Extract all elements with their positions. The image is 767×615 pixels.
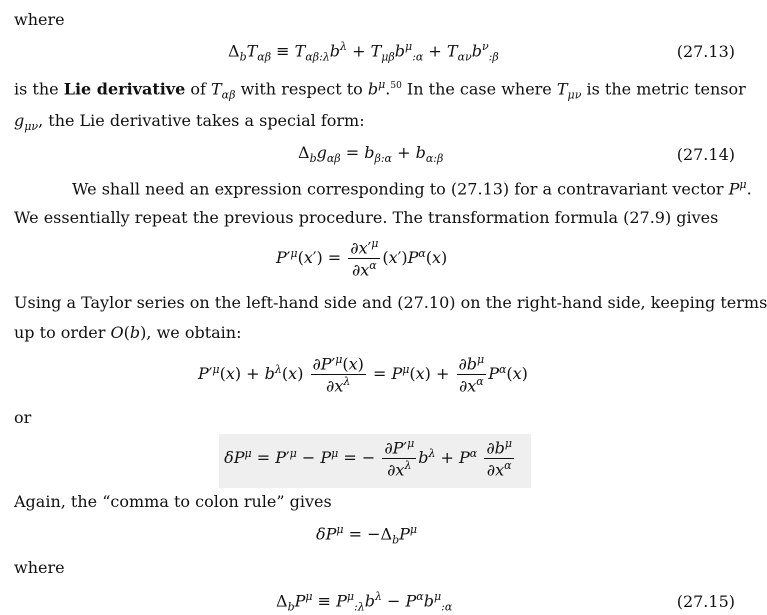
paragraph-metric: $g_{\mu\nu}$, the Lie derivative takes a special form: bbox=[14, 111, 365, 134]
text-or: or bbox=[14, 408, 32, 427]
text-fragment: In the case where bbox=[406, 79, 552, 99]
paragraph-taylor: Using a Taylor series on the left-hand side and (27.10) on the right-hand side, keeping terms bbox=[14, 293, 767, 312]
text-where-1: where bbox=[14, 10, 65, 29]
paragraph-order: up to order O(b), we obtain: bbox=[14, 323, 242, 342]
text-fragment: , we obtain: bbox=[146, 323, 242, 342]
footnote-marker[interactable]: 50 bbox=[390, 81, 402, 91]
equation-27-14: $\Delta_bg_{\alpha\beta} = b_{\beta:\alpha} + b_{\alpha:\beta}$ bbox=[298, 143, 444, 166]
equation-27-15: $\Delta_bP^\mu \equiv P^\mu_{:\lambda}b^\lambda - P^\alpha b^\mu_{:\alpha}$ bbox=[276, 590, 453, 614]
text-where-2: where bbox=[14, 558, 65, 577]
equation-number-27-14: (27.14) bbox=[676, 145, 735, 164]
equation-27-13: $\Delta_bT_{\alpha\beta} \equiv T_{\alpha\beta:\lambda}b^\lambda + T_{\mu\beta}b^\mu_{:\alpha} + T_{\alpha\nu}b^\nu_{:\beta}$ bbox=[228, 40, 499, 64]
text-fragment: is the metric tensor bbox=[586, 79, 746, 99]
equation-number-27-13: (27.13) bbox=[676, 42, 735, 61]
equation-transformation: $P'^\mu(x')$ = $\frac{\partial x'^\mu}{\partial x^\alpha}$ $(x')P^\alpha(x)$ bbox=[276, 237, 448, 280]
equation-number-27-15: (27.15) bbox=[676, 592, 735, 611]
paragraph-contravariant: We shall need an expression corresponding to (27.13) for a contravariant vector $P^\mu$. bbox=[72, 178, 752, 199]
equation-delta-p-highlighted: $\delta P^\mu = P'^\mu - P^\mu$ = − $\frac{\partial P'^\mu}{\partial x^\lambda}$ $b^\lambda + P^\alpha$ $\frac{\partial b^\mu}{\partial x^\alpha}$ bbox=[219, 434, 531, 488]
paragraph-procedure: We essentially repeat the previous procedure. The transformation formula (27.9) gives bbox=[14, 208, 719, 227]
equation-taylor-expansion: $P'^\mu(x) + b^\lambda(x)$ $\frac{\partial P'^\mu(x)}{\partial x^\lambda}$ = $P^\mu(x)$ + $\frac{\partial b^\mu}{\partial x^\alpha}$ $P^\alpha(x)$ bbox=[198, 353, 528, 396]
text-fragment: We shall need an expression corresponding to (27.13) for a contravariant vector bbox=[72, 179, 724, 199]
text-fragment: is the bbox=[14, 79, 64, 99]
paragraph-comma-colon: Again, the “comma to colon rule” gives bbox=[14, 492, 332, 511]
text-fragment: up to order bbox=[14, 323, 106, 342]
text-fragment: , the Lie derivative takes a special form: bbox=[38, 111, 365, 130]
paragraph-lie-derivative: is the Lie derivative of $T_{\alpha\beta}$ with respect to $b^\mu.^{50}$ In the case where $T_{\mu\nu}$ is the metric tensor bbox=[14, 78, 746, 102]
text-fragment: with respect to bbox=[240, 79, 363, 99]
equation-delta-p-lie: $\delta P^\mu = -\Delta_bP^\mu$ bbox=[316, 523, 418, 547]
term-lie-derivative: Lie derivative bbox=[63, 79, 186, 99]
